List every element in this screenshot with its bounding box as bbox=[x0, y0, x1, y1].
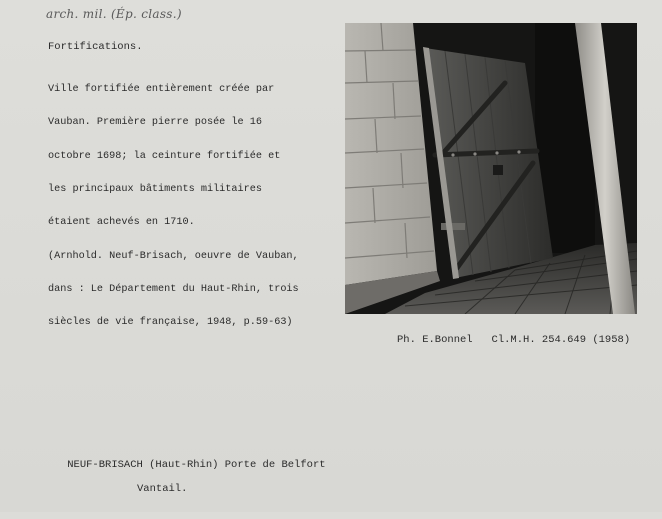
description-text bbox=[48, 62, 299, 350]
description-line: siècles de vie française, 1948, p.59-63) bbox=[48, 317, 293, 329]
caption-subtitle: Vantail. bbox=[137, 483, 188, 495]
description-line: Ville fortifiée entièrement créée par bbox=[48, 84, 275, 96]
description-line: octobre 1698; la ceinture fortifiée et bbox=[48, 150, 281, 162]
description-line: les principaux bâtiments militaires bbox=[48, 184, 262, 196]
caption-title: NEUF-BRISACH (Haut-Rhin) Porte de Belfort bbox=[67, 459, 326, 471]
description-line: étaient achevés en 1710. bbox=[48, 217, 195, 229]
description-line: (Arnhold. Neuf-Brisach, oeuvre de Vauban, bbox=[48, 250, 299, 262]
description-line: dans : Le Département du Haut-Rhin, trois bbox=[48, 283, 299, 295]
photo-credit: Ph. E.Bonnel Cl.M.H. 254.649 (1958) bbox=[397, 334, 631, 346]
section-heading: Fortifications. bbox=[48, 41, 143, 53]
description-line: Vauban. Première pierre posée le 16 bbox=[48, 117, 262, 129]
handwritten-note: arch. mil. (Ép. class.) bbox=[46, 7, 182, 21]
door-photograph bbox=[345, 23, 637, 314]
caption bbox=[42, 447, 326, 519]
